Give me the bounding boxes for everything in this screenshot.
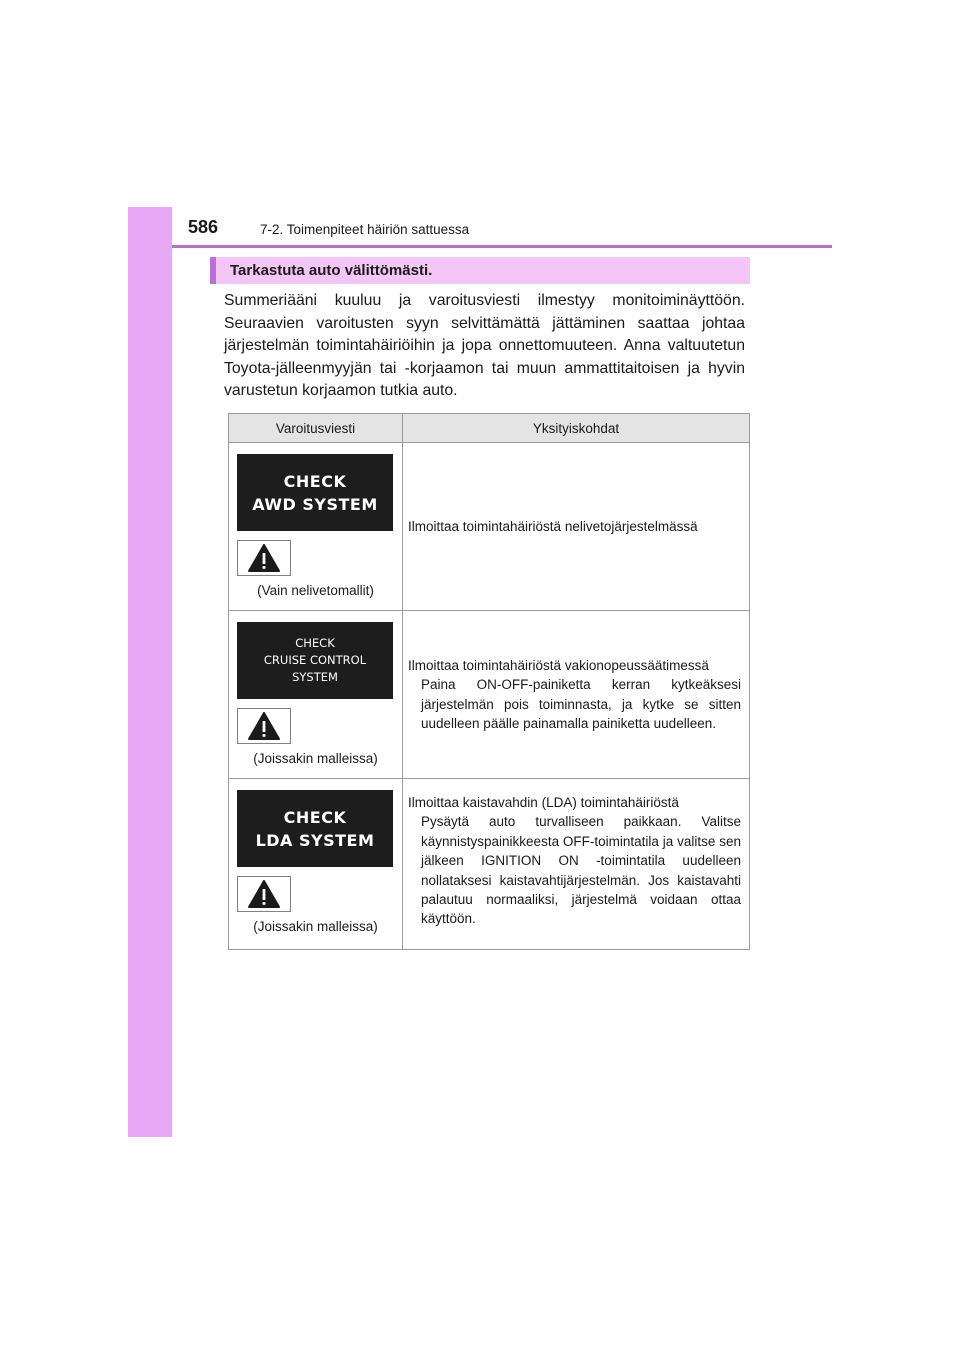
details-cell bbox=[403, 611, 750, 779]
warning-image-cell bbox=[229, 611, 403, 779]
model-note: (Vain nelivetomallit) bbox=[257, 583, 374, 598]
display-line: AWD SYSTEM bbox=[252, 494, 378, 514]
page-header bbox=[172, 207, 832, 248]
details-cell bbox=[403, 443, 750, 611]
warning-table bbox=[228, 413, 750, 950]
warning-image-cell bbox=[229, 443, 403, 611]
warning-triangle-icon bbox=[237, 540, 291, 576]
display-line: CHECK bbox=[295, 636, 335, 650]
cruise-control-warning-display bbox=[237, 622, 393, 699]
lda-warning-display bbox=[237, 790, 393, 867]
description-text: Ilmoittaa toimintahäiriöstä vakionopeussäätimessä bbox=[408, 657, 709, 673]
table-header-row bbox=[229, 414, 750, 443]
display-line: LDA SYSTEM bbox=[255, 830, 375, 850]
notice-heading-box bbox=[210, 257, 750, 284]
table-row bbox=[229, 611, 750, 779]
notice-heading: Tarkastuta auto välittömästi. bbox=[230, 262, 433, 279]
instruction-text: Paina ON-OFF-painiketta kerran kytkeäksesi järjestelmän pois toiminnasta, ja kytke se sitten uudelleen päälle painamalla painiketta uudelleen. bbox=[421, 677, 741, 731]
warning-triangle-icon bbox=[237, 708, 291, 744]
model-note: (Joissakin malleissa) bbox=[253, 751, 378, 766]
model-note: (Joissakin malleissa) bbox=[253, 919, 378, 934]
warning-image-cell bbox=[229, 779, 403, 950]
table-row bbox=[229, 443, 750, 611]
warning-triangle-icon bbox=[237, 876, 291, 912]
description-text: Ilmoittaa toimintahäiriöstä nelivetojärjestelmässä bbox=[408, 518, 698, 534]
intro-paragraph: Summeriääni kuuluu ja varoitusviesti ilmestyy monitoiminäyttöön. Seuraavien varoitusten syyn selvittämättä jättäminen saattaa johtaa järjestelmän toimintahäiriöihin ja jopa onnettomuuteen. Anna valtuutetun Toyota-jälleenmyyjän tai -korjaamon tai muun ammattitaitoisen ja hyvin varustetun korjaamon tutkia auto. bbox=[224, 292, 745, 400]
instruction-text: Pysäytä auto turvalliseen paikkaan. Valitse käynnistyspainikkeesta OFF-toimintatila ja valitse sen jälkeen IGNITION ON -toimintatila uudelleen nollataksesi kaistavahtijärjestelmän. Jos kaistavahti palautuu normaaliksi, järjestelmä voidaan ottaa käyttöön. bbox=[421, 814, 741, 927]
page-number: 586 bbox=[188, 217, 219, 237]
display-line: CRUISE CONTROL bbox=[263, 653, 367, 667]
header-warning-message: Varoitusviesti bbox=[229, 414, 403, 443]
awd-warning-display bbox=[237, 454, 393, 531]
table-row bbox=[229, 779, 750, 950]
display-line: CHECK bbox=[283, 807, 347, 827]
section-title: 7-2. Toimenpiteet häiriön sattuessa bbox=[260, 222, 470, 237]
header-details: Yksityiskohdat bbox=[403, 414, 750, 443]
description-text: Ilmoittaa kaistavahdin (LDA) toimintahäiriöstä bbox=[408, 795, 679, 810]
display-line: CHECK bbox=[283, 471, 347, 491]
display-line: SYSTEM bbox=[292, 670, 338, 684]
chapter-side-tab bbox=[128, 207, 172, 1137]
details-cell bbox=[403, 779, 750, 950]
